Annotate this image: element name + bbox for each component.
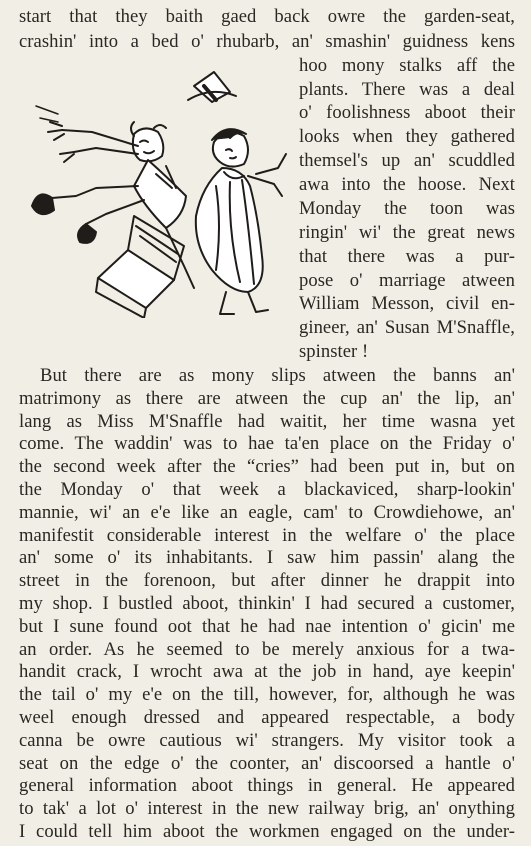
text-line: themsel's up an' scuddled	[299, 150, 515, 171]
text-line: the second week after the “cries” had been put in, but on	[19, 456, 515, 477]
text-line: an order. As he seemed to be merely anxious for a twa-	[19, 639, 515, 660]
text-line: that there was a pur-	[299, 246, 515, 267]
text-line: Monday the toon was	[299, 198, 515, 219]
text-line: an' some o' its inhabitants. I saw him passin' alang the	[19, 547, 515, 568]
text-line: crashin' into a bed o' rhubarb, an' smashin' guidness kens	[19, 31, 515, 52]
text-line: canna be owre cautious wi' strangers. My visitor took a	[19, 730, 515, 751]
text-line: hoo mony stalks aff the	[299, 55, 515, 76]
text-line: seat on the edge o' the coonter, an' discoorsed a hantle o'	[19, 753, 515, 774]
text-line: awa into the hoose. Next	[299, 174, 515, 195]
illustration-falling-couple	[16, 56, 296, 318]
text-line: ringin' wi' the great news	[299, 222, 515, 243]
text-line: but I sune found oot that he had nae intention o' gicin' me	[19, 616, 515, 637]
text-line: lang as Miss M'Snaffle had waitit, her time wasna yet	[19, 411, 515, 432]
text-line: pose o' marriage atween	[299, 270, 515, 291]
text-line: William Messon, civil en-	[299, 293, 515, 314]
text-line: the tail o' my e'e on the till, however, for, although he was	[19, 684, 515, 705]
text-line: come. The waddin' was to hae ta'en place on the Friday o'	[19, 433, 515, 454]
text-line: handit crack, I wrocht awa at the job in hand, aye keepin'	[19, 661, 515, 682]
text-line: general information aboot things in general. He appeared	[19, 775, 515, 796]
text-line: matrimony as there are atween the cup an' the lip, an'	[19, 388, 515, 409]
text-line: looks when they gathered	[299, 126, 515, 147]
text-line: street in the forenoon, but after dinner he drappit into	[19, 570, 515, 591]
paragraph-first-line: But there are as mony slips atween the banns an'	[40, 365, 515, 386]
text-line: my shop. I bustled aboot, thinkin' I had secured a customer,	[19, 593, 515, 614]
text-line: to tak' a lot o' interest in the new railway brig, an' onything	[19, 798, 515, 819]
text-line: o' foolishness aboot their	[299, 102, 515, 123]
text-line: I could tell him aboot the workmen engaged on the under-	[19, 821, 515, 842]
text-line: manifestit considerable interest in the welfare o' the place	[19, 525, 515, 546]
text-line: weel enough dressed and appeared respectable, a body	[19, 707, 515, 728]
text-line: gineer, an' Susan M'Snaffle,	[299, 317, 515, 338]
text-line: mannie, wi' an e'e like an eagle, cam' to Crowdiehowe, an'	[19, 502, 515, 523]
text-line: spinster !	[299, 341, 369, 362]
text-line: plants. There was a deal	[299, 79, 515, 100]
text-line: the Monday o' that week a blackaviced, sharp-lookin'	[19, 479, 515, 500]
text-line: start that they baith gaed back owre the garden-seat,	[19, 6, 515, 27]
